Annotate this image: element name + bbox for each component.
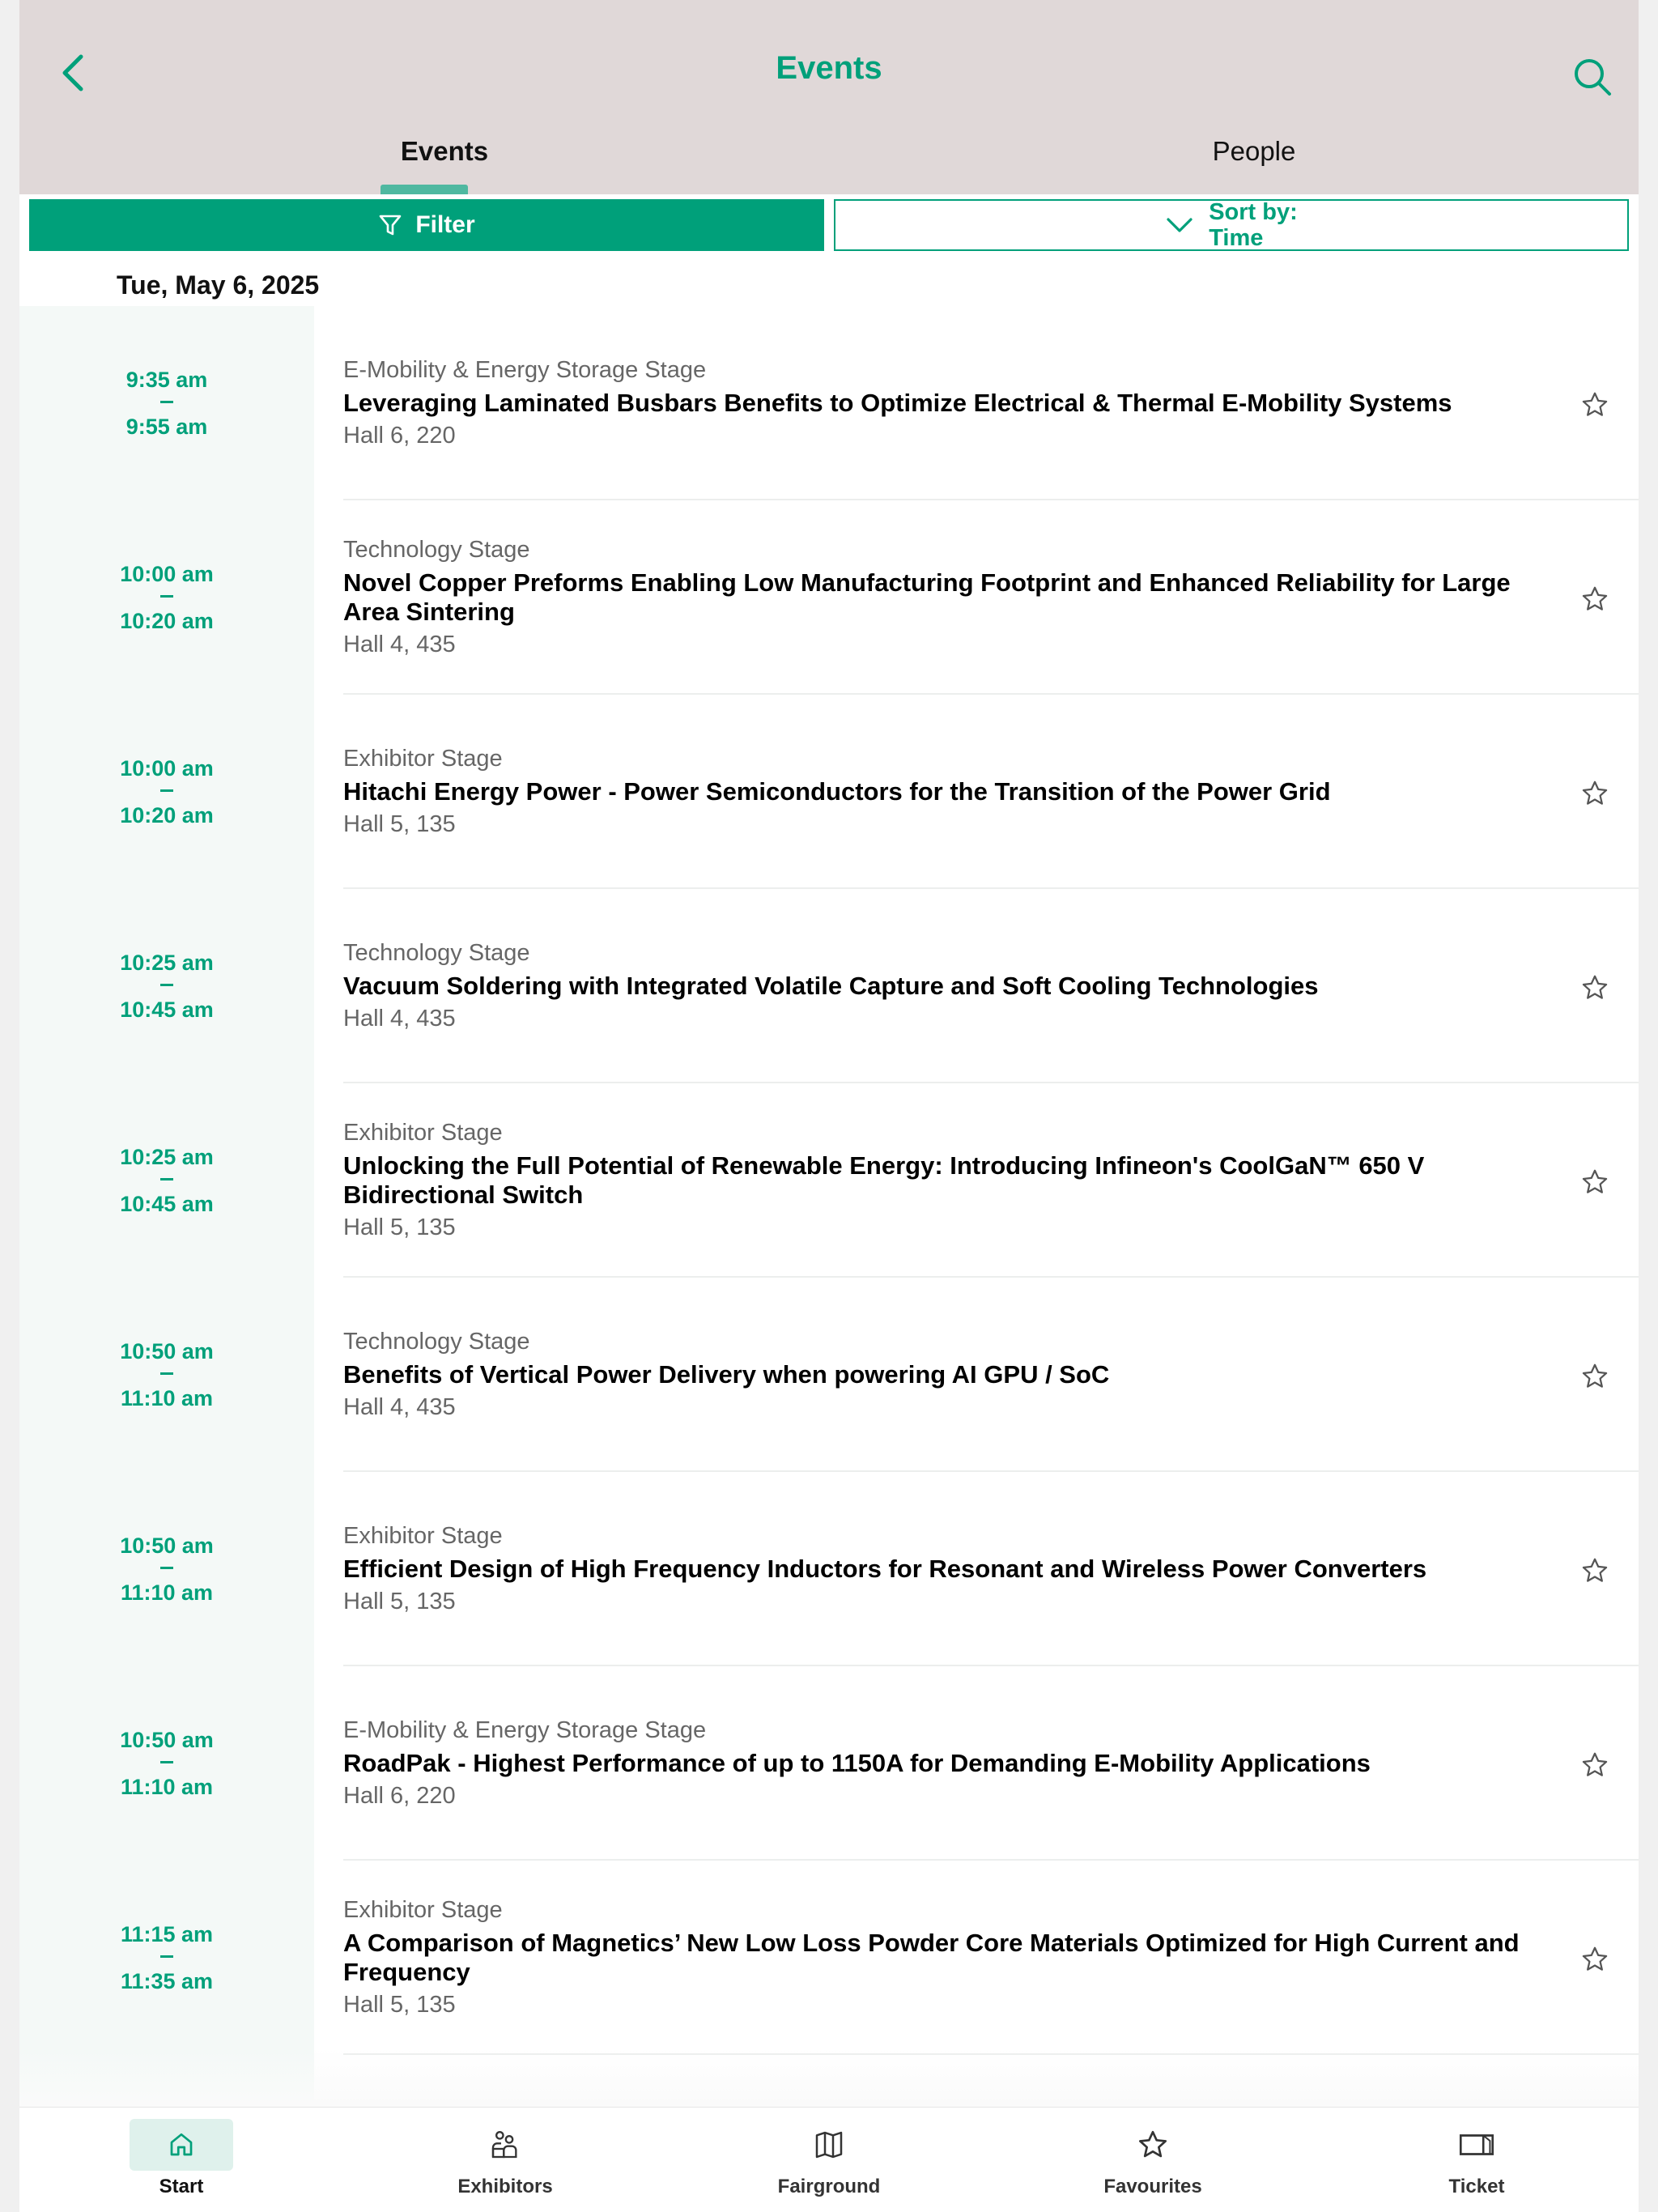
nav-favourites[interactable]	[1031, 2119, 1274, 2208]
star-outline-icon	[1580, 1945, 1609, 1974]
start-time: 10:00 am	[120, 561, 214, 586]
star-outline-icon	[1580, 1556, 1609, 1585]
search-button[interactable]	[1564, 49, 1621, 105]
search-icon	[1572, 57, 1613, 97]
chevron-down-icon	[1165, 215, 1194, 235]
event-title: Vacuum Soldering with Integrated Volatile Capture and Soft Cooling Technologies	[343, 972, 1319, 1000]
filter-icon	[378, 213, 402, 237]
event-row[interactable]	[19, 1666, 1639, 1861]
event-title: Leveraging Laminated Busbars Benefits to Optimize Electrical & Thermal E-Mobility Systems	[343, 389, 1452, 417]
end-time: 10:45 am	[120, 1191, 214, 1216]
start-time: 10:50 am	[120, 1338, 214, 1363]
app-window	[19, 0, 1639, 2212]
end-time: 9:55 am	[125, 414, 208, 439]
start-time: 10:25 am	[120, 1144, 214, 1169]
event-location: Hall 5, 135	[343, 1992, 456, 2018]
start-time: 10:25 am	[120, 950, 214, 975]
end-time: 11:10 am	[120, 1580, 214, 1605]
nav-exhibitors[interactable]	[384, 2119, 627, 2208]
time-slot	[19, 306, 314, 500]
star-outline-icon	[1580, 390, 1609, 419]
event-stage: E-Mobility & Energy Storage Stage	[343, 357, 707, 383]
time-separator	[160, 789, 173, 792]
time-separator	[160, 1372, 173, 1375]
event-location: Hall 5, 135	[343, 811, 456, 837]
event-row[interactable]	[19, 695, 1639, 889]
event-details	[343, 1278, 1558, 1472]
favourite-button[interactable]	[1577, 1164, 1613, 1200]
favourite-button[interactable]	[1577, 776, 1613, 811]
event-row[interactable]	[19, 1083, 1639, 1278]
start-time: 9:35 am	[125, 367, 208, 392]
time-slot	[19, 1278, 314, 1472]
event-row[interactable]	[19, 889, 1639, 1083]
start-time: 10:50 am	[120, 1533, 214, 1558]
time-separator	[160, 1955, 173, 1958]
event-location: Hall 4, 435	[343, 1394, 456, 1420]
nav-label: Exhibitors	[457, 2176, 553, 2197]
event-details	[343, 306, 1558, 500]
end-time: 10:20 am	[120, 608, 214, 633]
event-stage: E-Mobility & Energy Storage Stage	[343, 1717, 707, 1743]
nav-ticket[interactable]	[1355, 2119, 1598, 2208]
time-slot	[19, 1472, 314, 1666]
star-outline-icon	[1580, 1362, 1609, 1391]
sort-label	[1209, 199, 1298, 251]
map-icon	[813, 2129, 845, 2161]
event-title: Novel Copper Preforms Enabling Low Manufacturing Footprint and Enhanced Reliability for Large Area Sintering	[343, 568, 1511, 626]
start-time: 10:00 am	[120, 755, 214, 781]
sort-label-line2: Time	[1209, 225, 1264, 251]
favourite-button[interactable]	[1577, 387, 1613, 423]
home-icon	[167, 2130, 196, 2159]
event-stage: Technology Stage	[343, 537, 530, 563]
time-separator	[160, 1567, 173, 1569]
event-row[interactable]	[19, 1472, 1639, 1666]
nav-label: Ticket	[1448, 2176, 1505, 2197]
favourite-button[interactable]	[1577, 970, 1613, 1006]
time-slot	[19, 1083, 314, 1278]
event-title: RoadPak - Highest Performance of up to 1150A for Demanding E-Mobility Applications	[343, 1749, 1371, 1777]
filter-button[interactable]	[29, 199, 824, 251]
end-time: 11:35 am	[120, 1968, 214, 1993]
app-header	[19, 0, 1639, 194]
nav-fairground[interactable]	[708, 2119, 950, 2208]
nav-label: Favourites	[1103, 2176, 1202, 2197]
event-details	[343, 1861, 1558, 2055]
event-row[interactable]	[19, 1278, 1639, 1472]
nav-start[interactable]	[60, 2119, 303, 2208]
ticket-icon	[1458, 2129, 1495, 2161]
time-separator	[160, 984, 173, 986]
event-details	[343, 1472, 1558, 1666]
time-separator	[160, 595, 173, 598]
event-location: Hall 6, 220	[343, 1783, 456, 1809]
favourite-button[interactable]	[1577, 1747, 1613, 1783]
start-time: 10:50 am	[120, 1727, 214, 1752]
event-details	[343, 695, 1558, 889]
event-details	[343, 889, 1558, 1083]
event-title: Unlocking the Full Potential of Renewable Energy: Introducing Infineon's CoolGaN™ 650 V Bidirectional Switch	[343, 1151, 1425, 1209]
filter-label: Filter	[415, 211, 475, 238]
time-separator	[160, 1761, 173, 1763]
event-title: Hitachi Energy Power - Power Semiconductors for the Transition of the Power Grid	[343, 777, 1331, 806]
favourite-button[interactable]	[1577, 581, 1613, 617]
event-title: A Comparison of Magnetics’ New Low Loss Powder Core Materials Optimized for High Current and Frequency	[343, 1929, 1520, 1986]
nav-label: Fairground	[777, 2176, 881, 2197]
star-outline-icon	[1580, 1168, 1609, 1197]
event-row[interactable]	[19, 500, 1639, 695]
event-stage: Technology Stage	[343, 940, 530, 966]
event-stage: Exhibitor Stage	[343, 1120, 503, 1146]
time-slot	[19, 695, 314, 889]
event-location: Hall 4, 435	[343, 1006, 456, 1032]
end-time: 11:10 am	[120, 1774, 214, 1799]
event-title: Benefits of Vertical Power Delivery when powering AI GPU / SoC	[343, 1360, 1110, 1389]
tab-events[interactable]: Events	[400, 136, 489, 166]
event-location: Hall 5, 135	[343, 1214, 456, 1240]
time-slot	[19, 889, 314, 1083]
favourite-button[interactable]	[1577, 1553, 1613, 1589]
star-outline-icon	[1580, 1750, 1609, 1780]
event-stage: Exhibitor Stage	[343, 1897, 503, 1923]
event-title: Efficient Design of High Frequency Inductors for Resonant and Wireless Power Converters	[343, 1555, 1427, 1583]
time-separator	[160, 401, 173, 403]
sort-button[interactable]	[834, 199, 1629, 251]
sort-label-line1: Sort by:	[1209, 199, 1298, 225]
nav-label: Start	[159, 2176, 204, 2197]
exhibitors-icon	[489, 2129, 521, 2161]
star-outline-icon	[1580, 973, 1609, 1002]
nav-icon-highlight	[130, 2119, 233, 2171]
event-location: Hall 4, 435	[343, 632, 456, 657]
event-list	[19, 306, 1639, 2055]
favourite-button[interactable]	[1577, 1942, 1613, 1977]
bottom-nav	[19, 2107, 1639, 2212]
event-row[interactable]	[19, 306, 1639, 500]
event-stage: Technology Stage	[343, 1329, 530, 1355]
time-slot	[19, 1666, 314, 1861]
event-location: Hall 5, 135	[343, 1589, 456, 1614]
event-stage: Exhibitor Stage	[343, 1523, 503, 1549]
end-time: 11:10 am	[120, 1385, 214, 1410]
time-separator	[160, 1178, 173, 1180]
list-fade	[19, 2048, 1639, 2107]
event-row[interactable]	[19, 1861, 1639, 2055]
star-icon	[1137, 2129, 1169, 2161]
event-stage: Exhibitor Stage	[343, 746, 503, 772]
page-title: Events	[776, 50, 882, 86]
tab-people[interactable]: People	[1212, 136, 1296, 166]
favourite-button[interactable]	[1577, 1359, 1613, 1394]
event-details	[343, 1083, 1558, 1278]
date-heading: Tue, May 6, 2025	[117, 270, 320, 300]
end-time: 10:20 am	[120, 802, 214, 827]
time-slot	[19, 1861, 314, 2055]
end-time: 10:45 am	[120, 997, 214, 1022]
event-details	[343, 500, 1558, 695]
active-tab-indicator	[380, 185, 468, 194]
star-outline-icon	[1580, 779, 1609, 808]
start-time: 11:15 am	[120, 1921, 214, 1946]
time-slot	[19, 500, 314, 695]
event-location: Hall 6, 220	[343, 423, 456, 449]
star-outline-icon	[1580, 585, 1609, 614]
event-details	[343, 1666, 1558, 1861]
